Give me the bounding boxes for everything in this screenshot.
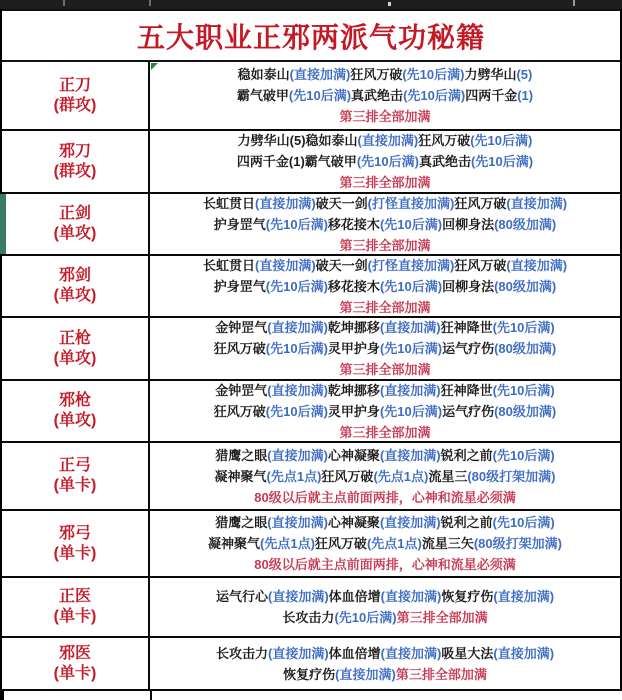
- skill-name: 锐利之前: [440, 447, 493, 463]
- skill-name: 体血倍增: [328, 589, 381, 604]
- skill-line: [339, 297, 430, 318]
- skills-cell: [150, 131, 620, 192]
- skill-name: 霸气破甲: [236, 88, 289, 103]
- skill-name: 狂风万破: [321, 468, 374, 484]
- skills-cell: [150, 443, 620, 509]
- skill-line: [215, 512, 555, 533]
- class-type: (单攻): [53, 412, 97, 429]
- note-text: 80级以后就主点前面两排，心神和流星必须满: [254, 557, 516, 572]
- skill-name: 运气疗伤: [442, 341, 495, 356]
- qigong-secrets-table: [0, 9, 622, 700]
- skill-name: 狂风万破: [454, 257, 507, 273]
- skill-name: 长攻击力: [282, 610, 335, 625]
- skill-name: 狂风万破: [418, 133, 471, 148]
- class-label-cell: [2, 381, 150, 441]
- class-type: (群攻): [53, 162, 97, 180]
- skill-hint: (直接加满): [267, 645, 329, 661]
- skill-name: 运气疗伤: [442, 403, 495, 419]
- skill-name: 灵甲护身: [327, 403, 380, 419]
- skill-name: 乾坤挪移: [327, 320, 380, 335]
- skill-line: [339, 172, 430, 193]
- skill-hint: (先10后满): [492, 447, 555, 463]
- skill-line: [237, 85, 533, 106]
- skill-hint: (5): [516, 67, 533, 82]
- table-row: [2, 318, 620, 381]
- skill-name: 金钟罡气: [215, 382, 268, 398]
- skill-line: [339, 359, 430, 380]
- skills-cell: [150, 62, 620, 129]
- skill-hint: (80级加满): [494, 278, 557, 294]
- skill-hint: (先10后满): [288, 88, 352, 103]
- skill-line: [238, 64, 533, 85]
- skill-line: [282, 607, 487, 628]
- skill-name: 真武绝击: [351, 88, 404, 103]
- class-name: 正医: [58, 588, 91, 605]
- note-text: 第三排全部加满: [339, 175, 431, 190]
- skill-name: 猎鹰之眼: [215, 447, 268, 463]
- class-type: (群攻): [53, 96, 97, 114]
- table-row: [2, 638, 620, 691]
- class-label-cell: [2, 194, 150, 254]
- divider-notch: [388, 2, 391, 6]
- skill-hint: (先点1点): [266, 468, 322, 484]
- skill-name: 狂风万破: [314, 536, 367, 551]
- skill-name: 猎鹰之眼: [215, 515, 268, 530]
- skill-hint: (先10后满): [379, 403, 443, 419]
- skill-hint: (先10后满): [356, 154, 419, 169]
- class-name: 邪弓: [58, 524, 91, 542]
- skill-hint: (1): [517, 88, 534, 103]
- skill-name: 长虹贯日: [202, 257, 255, 273]
- divider-tick: [573, 0, 575, 6]
- skill-line: [214, 338, 556, 359]
- skill-hint: (先10后满): [265, 216, 328, 232]
- skill-hint: (先10后满): [265, 403, 328, 419]
- skill-line: [214, 276, 556, 297]
- skill-name: 狂风万破: [454, 195, 507, 211]
- skill-name: 四两千金: [465, 88, 518, 103]
- skill-hint: (直接加满): [493, 589, 555, 604]
- skill-name: 恢复疗伤: [441, 589, 494, 604]
- class-type: (单攻): [53, 349, 97, 367]
- page-title: 五大职业正邪两派气功秘籍: [136, 22, 485, 54]
- note-text: 第三排全部加满: [339, 362, 431, 377]
- skill-hint: (直接加满): [379, 447, 441, 463]
- skill-name: 流星三: [428, 468, 468, 484]
- skill-line: [215, 445, 555, 466]
- skill-hint: (先10后满): [265, 278, 328, 294]
- note-text: 第三排全部加满: [395, 666, 487, 682]
- skills-cell: [150, 318, 620, 379]
- skill-hint: (直接加满): [379, 320, 441, 335]
- class-type: (单卡): [53, 608, 97, 625]
- skill-name: 锐利之前: [440, 515, 493, 530]
- skill-hint: (直接加满): [379, 515, 441, 530]
- class-name: 邪刀: [58, 142, 91, 160]
- skill-line: [238, 130, 533, 151]
- skill-line: [216, 643, 554, 664]
- table-row: [2, 381, 620, 443]
- skill-name: 力劈华山(5)稳如泰山: [237, 133, 358, 148]
- class-label-cell: [2, 256, 150, 316]
- skill-line: [216, 586, 554, 607]
- skill-line: [339, 106, 430, 127]
- skill-hint: (先10后满): [470, 154, 534, 169]
- skill-name: 灵甲护身: [327, 341, 380, 356]
- class-type: (单卡): [53, 544, 97, 562]
- skill-name: 狂神降世: [440, 320, 493, 335]
- skill-hint: (先10后满): [379, 278, 443, 294]
- class-type: (单攻): [53, 287, 97, 304]
- skill-name: 狂风万破: [213, 403, 266, 419]
- skills-cell: [150, 638, 620, 689]
- skill-name: 破天一剑: [315, 195, 368, 211]
- skill-name: 长虹贯日: [202, 195, 255, 211]
- class-label-cell: [2, 318, 150, 379]
- skill-hint: (先10后满): [403, 88, 466, 103]
- skill-line: [215, 466, 556, 487]
- skill-hint: (先点1点): [260, 536, 315, 551]
- skill-name: 护身罡气: [213, 216, 266, 232]
- note-text: 第三排全部加满: [339, 109, 431, 124]
- skill-name: 移花接木: [327, 278, 380, 294]
- class-label-cell: [2, 131, 150, 192]
- class-type: (单攻): [53, 225, 97, 242]
- skill-hint: (先点1点): [366, 536, 422, 551]
- skills-cell: [150, 381, 620, 441]
- note-text: 第三排全部加满: [339, 299, 431, 315]
- table-row: [2, 511, 620, 578]
- skill-hint: (先10后满): [402, 67, 465, 82]
- class-label-cell: [2, 638, 150, 689]
- skill-line: [237, 151, 533, 172]
- class-label-cell: [2, 443, 150, 509]
- skill-hint: (直接加满): [267, 515, 328, 530]
- skill-hint: (80级加满): [494, 216, 557, 232]
- skill-hint: (先10后满): [492, 382, 555, 398]
- skill-hint: (直接加满): [506, 257, 568, 273]
- skill-hint: (直接加满): [254, 195, 316, 211]
- class-label-cell: [2, 62, 150, 129]
- skill-line: [215, 317, 555, 338]
- note-text: 第三排全部加满: [339, 237, 431, 253]
- skill-name: 流星三矢: [421, 536, 474, 551]
- skill-line: [254, 487, 515, 508]
- skill-hint: (直接加满): [357, 133, 419, 148]
- class-name: 邪剑: [58, 267, 91, 284]
- skill-hint: (打怪直接加满): [367, 195, 455, 211]
- skills-cell: [150, 256, 620, 316]
- skills-cell: [150, 578, 620, 636]
- skill-name: 移花接木: [327, 216, 380, 232]
- skill-hint: (先10后满): [379, 216, 443, 232]
- skill-line: [215, 380, 555, 401]
- class-label-cell: [2, 578, 150, 636]
- skill-line: [208, 533, 562, 554]
- skill-name: 心神凝聚: [327, 447, 380, 463]
- note-text: 80级以后就主点前面两排，心神和流星必须满: [254, 489, 516, 505]
- skill-name: 体血倍增: [328, 645, 381, 661]
- skill-name: 心神凝聚: [327, 515, 380, 530]
- skill-hint: (直接加满): [335, 666, 396, 682]
- skill-hint: (先点1点): [373, 468, 429, 484]
- skill-name: 长攻击力: [215, 645, 268, 661]
- skill-name: 吸星大法: [441, 645, 494, 661]
- skill-hint: (80级打架加满): [473, 536, 562, 551]
- table-row: [2, 131, 620, 194]
- skill-name: 恢复疗伤: [283, 666, 336, 682]
- class-name: 邪枪: [58, 392, 91, 409]
- skill-line: [283, 664, 487, 685]
- skill-hint: (直接加满): [380, 589, 442, 604]
- table-body: [2, 62, 620, 691]
- skill-hint: (直接加满): [289, 67, 351, 82]
- skill-line: [339, 235, 430, 256]
- column-divider: [150, 691, 152, 700]
- skill-name: 力劈华山: [464, 67, 517, 82]
- partial-next-row: [2, 691, 622, 700]
- divider-tick: [149, 0, 151, 6]
- skill-hint: (直接加满): [254, 257, 316, 273]
- table-title-row: [2, 9, 620, 62]
- skill-line: [214, 401, 556, 422]
- skill-hint: (先10后满): [265, 341, 328, 356]
- skill-name: 狂风万破: [213, 341, 266, 356]
- window-top-bar: [0, 0, 622, 9]
- skill-hint: (先10后满): [379, 341, 443, 356]
- table-row: [2, 443, 620, 511]
- class-name: 邪医: [58, 644, 91, 662]
- table-row: [2, 194, 620, 256]
- skill-hint: (打怪直接加满): [367, 257, 455, 273]
- class-name: 正刀: [58, 76, 91, 94]
- skill-name: 破天一剑: [315, 257, 368, 273]
- skill-hint: (直接加满): [506, 195, 568, 211]
- skill-name: 回柳身法: [442, 216, 495, 232]
- table-row: [2, 578, 620, 638]
- skill-hint: (直接加满): [267, 382, 328, 398]
- skill-line: [339, 422, 430, 443]
- skill-hint: (先10后满): [492, 515, 555, 530]
- class-type: (单卡): [53, 664, 97, 682]
- class-label-cell: [2, 511, 150, 576]
- skill-line: [214, 214, 556, 235]
- class-type: (单卡): [53, 477, 97, 494]
- skill-name: 真武绝击: [418, 154, 471, 169]
- skill-name: 凝神聚气: [208, 536, 261, 551]
- skill-name: 运气行心: [215, 589, 268, 604]
- skill-hint: (直接加满): [267, 320, 328, 335]
- skill-hint: (先10后满): [334, 610, 397, 625]
- skill-line: [203, 193, 567, 214]
- skill-hint: (直接加满): [267, 589, 329, 604]
- note-text: 第三排全部加满: [339, 424, 431, 440]
- table-row: [2, 256, 620, 318]
- skill-hint: (直接加满): [380, 645, 442, 661]
- skill-name: 稳如泰山: [237, 67, 290, 82]
- class-name: 正枪: [58, 329, 91, 347]
- skill-line: [254, 554, 515, 575]
- skill-name: 狂神降世: [440, 382, 493, 398]
- skill-hint: (先10后满): [470, 133, 533, 148]
- skill-name: 四两千金(1)霸气破甲: [236, 154, 357, 169]
- table-row: [2, 62, 620, 131]
- skill-line: [203, 255, 567, 276]
- skill-hint: (80级加满): [494, 341, 557, 356]
- skills-cell: [150, 194, 620, 254]
- skill-hint: (80级打架加满): [467, 468, 556, 484]
- divider-tick: [63, 0, 65, 6]
- skill-name: 狂风万破: [350, 67, 403, 82]
- skill-hint: (直接加满): [493, 645, 555, 661]
- skills-cell: [150, 511, 620, 576]
- skill-hint: (直接加满): [267, 447, 328, 463]
- skill-hint: (先10后满): [492, 320, 555, 335]
- skill-hint: (直接加满): [379, 382, 441, 398]
- note-text: 第三排全部加满: [396, 610, 488, 625]
- class-name: 正剑: [58, 205, 91, 222]
- class-name: 正弓: [58, 457, 91, 474]
- skill-name: 护身罡气: [213, 278, 266, 294]
- skill-name: 乾坤挪移: [327, 382, 380, 398]
- skill-name: 凝神聚气: [214, 468, 267, 484]
- skill-hint: (80级加满): [494, 403, 557, 419]
- skill-name: 金钟罡气: [215, 320, 268, 335]
- skill-name: 回柳身法: [442, 278, 495, 294]
